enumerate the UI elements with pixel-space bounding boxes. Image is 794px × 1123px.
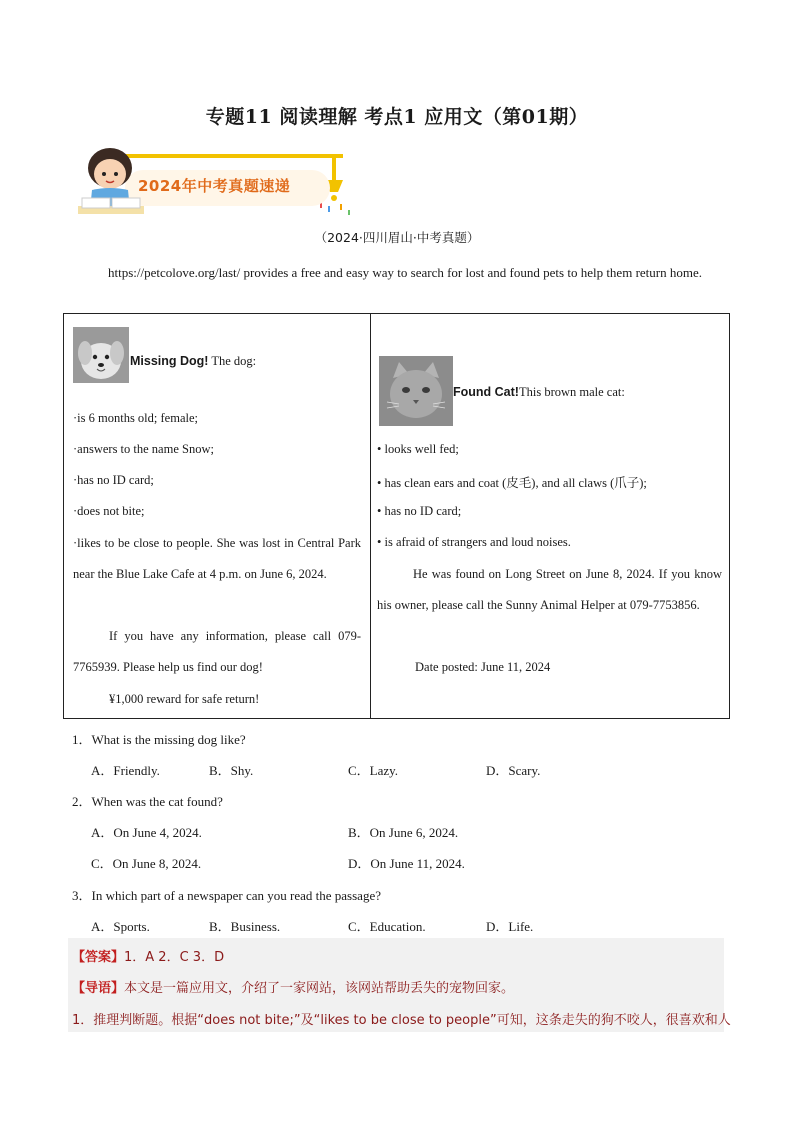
answer-line [72, 946, 224, 965]
cat-photo [379, 356, 453, 426]
q3-option-c[interactable]: C．Education. [348, 919, 426, 934]
intro-paragraph: https://petcolove.org/last/ provides a free and easy way to search for lost and found pets to help them return home. [108, 265, 702, 280]
banner-title: 2024年中考真题速递 [138, 177, 291, 195]
guide-text: 本文是一篇应用文，介绍了一家网站，该网站帮助丢失的宠物回家。 [124, 981, 515, 996]
cat-ad-lead: This brown male cat: [518, 385, 625, 399]
q1-option-c[interactable]: C．Lazy. [348, 763, 399, 778]
dog-reward: ¥1,000 reward for safe return! [109, 692, 260, 706]
q1-option-d[interactable]: D．Scary. [486, 763, 541, 778]
cat-details: He was found on Long Street on June 8, 2024. If you know his owner, please call the Sunny Animal Helper at 079-7753856. [377, 567, 722, 612]
dog-contact: If you have any information, please call 079-7765939. Please help us find our dog! [73, 629, 361, 674]
cat-date-posted: Date posted: June 11, 2024 [415, 660, 551, 674]
q1-option-a[interactable]: A．Friendly. [91, 763, 160, 778]
q2-option-c[interactable]: C．On June 8, 2024. [91, 856, 202, 871]
dog-details: ·likes to be close to people. She was lost in Central Park near the Blue Lake Cafe at 4 p.m. on June 6, 2024. [73, 536, 361, 581]
dog-line-1: ·is 6 months old; female; [73, 411, 198, 425]
dog-ad-lead: The dog: [208, 354, 257, 368]
cat-line-4: • is afraid of strangers and loud noises. [377, 535, 571, 549]
found-cat-ad [371, 314, 729, 718]
q3-option-a[interactable]: A．Sports. [91, 919, 150, 934]
question-2: 2．When was the cat found? [72, 794, 223, 809]
dog-line-4: ·does not bite; [73, 504, 145, 518]
cat-ad-headline: Found Cat! [453, 385, 519, 399]
dog-line-2: ·answers to the name Snow; [73, 442, 214, 456]
explanation-line: 1．推理判断题。根据“does not bite;”及“likes to be close to people”可知，这条走失的狗不咬人，很喜欢和人 [72, 1013, 731, 1028]
dog-photo [73, 327, 129, 383]
q2-option-d[interactable]: D．On June 11, 2024. [348, 856, 465, 871]
cat-line-1: • looks well fed; [377, 442, 459, 456]
dog-ad-headline: Missing Dog! [130, 354, 209, 368]
q2-option-a[interactable]: A．On June 4, 2024. [91, 825, 202, 840]
source-line: （2024·四川眉山·中考真题） [314, 230, 480, 245]
q2-option-b[interactable]: B．On June 6, 2024. [348, 825, 459, 840]
cat-line-2: • has clean ears and coat (皮毛), and all claws (爪子); [377, 476, 647, 490]
guide-line [72, 977, 514, 996]
question-1: 1．What is the missing dog like? [72, 732, 246, 747]
page-title: 专题11 阅读理解 考点1 应用文（第01期） [205, 106, 589, 128]
guide-label: 【导语】 [72, 981, 125, 996]
question-3: 3．In which part of a newspaper can you read the passage? [72, 888, 381, 903]
cat-line-3: • has no ID card; [377, 504, 462, 518]
dog-line-3: ·has no ID card; [73, 473, 154, 487]
answer-label: 【答案】 [72, 950, 125, 965]
q3-option-b[interactable]: B．Business. [209, 919, 281, 934]
q1-option-b[interactable]: B．Shy. [209, 763, 254, 778]
answer-text: 1．A 2．C 3．D [124, 950, 225, 965]
ads-table [63, 313, 730, 719]
missing-dog-ad [64, 314, 370, 718]
q3-option-d[interactable]: D．Life. [486, 919, 534, 934]
